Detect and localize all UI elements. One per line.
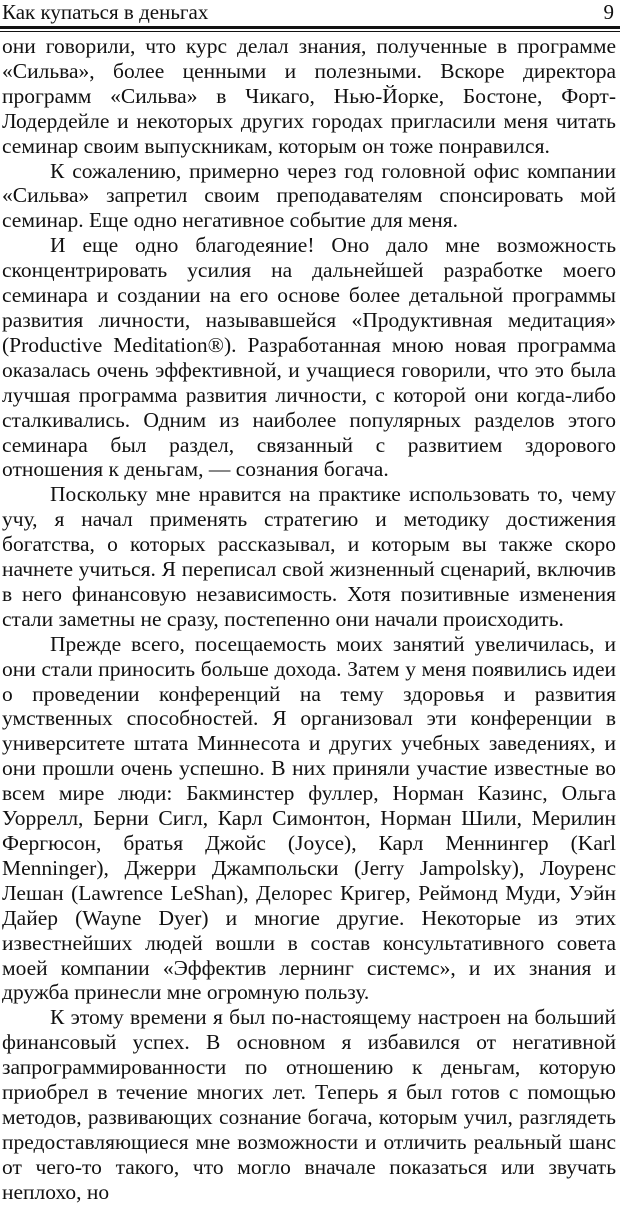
page-number: 9: [603, 0, 614, 24]
header-rule-thin: [0, 31, 620, 32]
paragraph: К этому времени я был по-настоящему настроен на больший финансовый успех. В основном я избавился от негативной запрограммированности по отношению к деньгам, которую приобрел в течение многих лет. Теперь я был готов с помощью методов, развивающих сознание богача, которым учил, разглядеть предоставляющиеся мне возможности и отличить реальный шанс от чего-то такого, что могло вначале показаться или звучать неплохо, но: [2, 1005, 616, 1204]
header-rule-thick: [0, 26, 620, 29]
paragraph: они говорили, что курс делал знания, полученные в программе «Сильва», более ценными и полезными. Вскоре директора программ «Сильва» в Чикаго, Нью-Йорке, Бостоне, Форт-Лодердейле и некоторых других городах пригласили меня читать семинар своим выпускникам, которым он тоже понравился.: [2, 34, 616, 158]
paragraph: Поскольку мне нравится на практике использовать то, чему учу, я начал применять стратегию и методику достижения богатства, о которых рассказывал, и которым вы также скоро начнете учиться. Я переписал свой жизненный сценарий, включив в него финансовую независимость. Хотя позитивные изменения стали заметны не сразу, постепенно они начали происходить.: [2, 482, 616, 631]
paragraph: И еще одно благодеяние! Оно дало мне возможность сконцентрировать усилия на дальнейшей разработке моего семинара и создании на его основе более детальной программы развития личности, называвшейся «Продуктивная медитация» (Productive Meditation®). Разработанная мною новая программа оказалась очень эффективной, и учащиеся говорили, что это была лучшая программа развития личности, с которой они когда-либо сталкивались. Одним из наиболее популярных разделов этого семинара был раздел, связанный с развитием здорового отношения к деньгам, — сознания богача.: [2, 233, 616, 482]
body-text: [2, 34, 616, 1205]
paragraph: К сожалению, примерно через год головной офис компании «Сильва» запретил своим преподавателям спонсировать мой семинар. Еще одно негативное событие для меня.: [2, 158, 616, 233]
paragraph: Прежде всего, посещаемость моих занятий увеличилась, и они стали приносить больше дохода. Затем у меня появились идеи о проведении конференций на тему здоровья и развития умственных способностей. Я организовал эти конференции в университете штата Миннесота и других учебных заведениях, и они прошли очень успешно. В них приняли участие известные во всем мире люди: Бакминстер фуллер, Норман Казинс, Ольга Уоррелл, Берни Сигл, Карл Симонтон, Норман Шили, Мерилин Фергюсон, братья Джойс (Joyce), Карл Меннингер (Karl Menninger), Джерри Джампольски (Jerry Jampolsky), Лоуренс Лешан (Lawrence LeShan), Делорес Кригер, Реймонд Муди, Уэйн Дайер (Wayne Dyer) и многие другие. Некоторые из этих известнейших людей вошли в состав консультативного совета моей компании «Эффектив лернинг системс», и их знания и дружба принесли мне огромную пользу.: [2, 631, 616, 1005]
running-header: [0, 0, 620, 26]
book-title: Как купаться в деньгах: [2, 0, 209, 24]
